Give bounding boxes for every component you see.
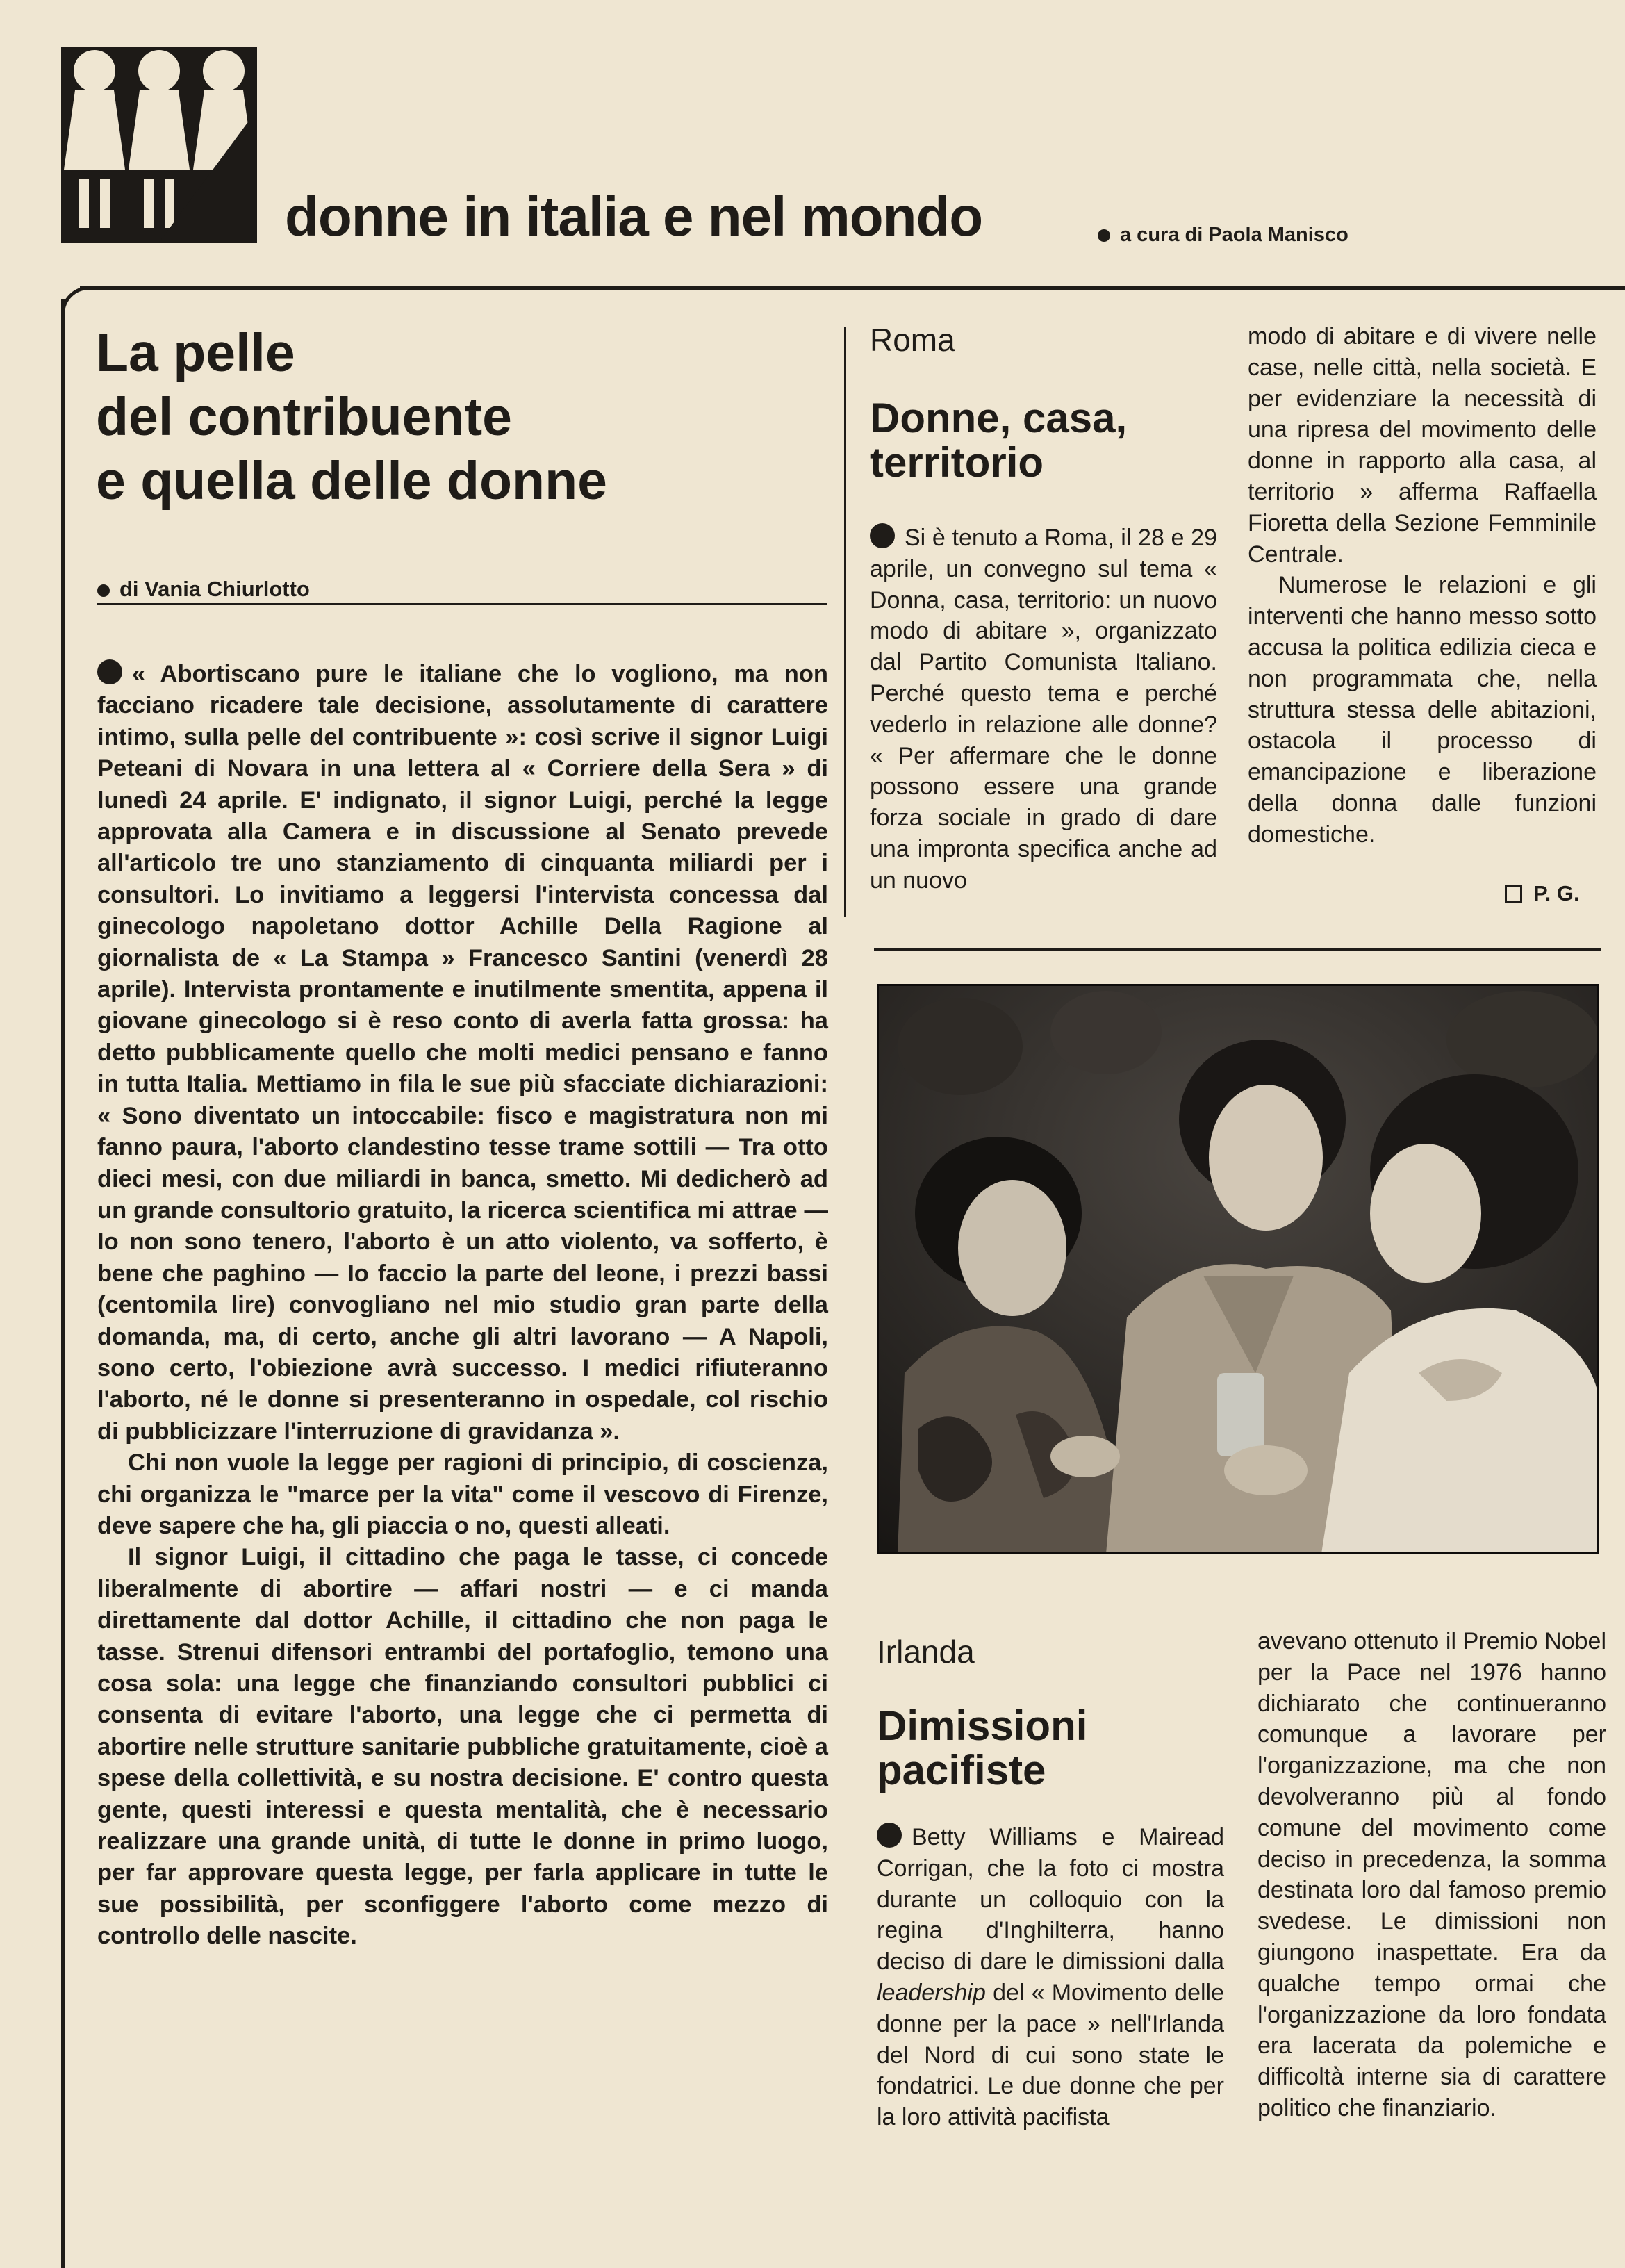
header-rule: [80, 286, 1625, 290]
irlanda-column-1: [877, 1822, 1224, 2133]
article-paragraph: [870, 523, 1217, 896]
section-logo: [61, 47, 257, 243]
byline: [97, 577, 310, 602]
signature-text: P. G.: [1533, 881, 1580, 905]
curator-text: a cura di Paola Manisco: [1120, 224, 1348, 246]
headline-line: Donne, casa,: [870, 395, 1128, 441]
article-paragraph: modo di abitare e di vivere nelle case, nelle città, nella società. E per evidenziare la necessità di una ripresa del movimento delle donne in rapporto alla casa, al territorio » afferma Raffaella Fioretta della Sezione Femminile Centrale.: [1248, 323, 1597, 568]
article-paragraph: [877, 1822, 1224, 2133]
irlanda-headline: [877, 1704, 1224, 1793]
article-paragraph: Il signor Luigi, il cittadino che paga le tasse, ci concede liberalmente di abortire — affari nostri — e ci manda direttamente dal dottor Achille, il cittadino che non paga le tasse. Strenui difensori entrambi del portafoglio, temono una cosa sola: una legge che finanziando consultori pubblici ci consenta di evitare l'aborto, una legge che ci permetta di abortire nelle strutture sanitarie pubbliche gratuitamente, cioè a spese della collettività, e su nostra decisione. E' contro questa gente, questi interessi e questa mentalità, che è necessario realizzare una grande unità, di tutte le donne in primo luogo, per far approvare questa legge, per farla applicare in tutte le sue possibilità, per sconfiggere l'aborto come mezzo di controllo delle nascite.: [97, 1544, 828, 1950]
paragraph-text: Betty Williams e Mairead Corrigan, che la foto ci mostra durante un colloquio con la regina d'Inghilterra, hanno deciso di dare le dimissioni dalla: [877, 1824, 1224, 1975]
women-silhouettes-icon: [61, 47, 257, 243]
article-paragraph: Chi non vuole la legge per ragioni di principio, di coscienza, chi organizza le "marce per la vita" come il vescovo di Firenze, deve sapere che ha, gli piaccia o no, questi alleati.: [97, 1449, 828, 1539]
paragraph-text: Si è tenuto a Roma, il 28 e 29 aprile, un convegno sul tema « Donna, casa, territorio: un nuovo modo di abitare », organizzato dal Partito Comunista Italiano. Perché questo tema e perché vederlo in relazione alle donne? « Per affermare che le donne possono essere una grande forza sociale in grado di dare una impronta specifica anche ad un nuovo: [870, 525, 1217, 894]
curator-credit: [1098, 224, 1348, 247]
bullet-icon: [1098, 229, 1110, 242]
article-paragraph: Numerose le relazioni e gli interventi che hanno messo sotto accusa la politica edilizia cieca e non programmata che, nella struttura stessa delle abitazioni, ostacola il processo di emancipazione e liberazione della donna dalle funzioni domestiche.: [1248, 572, 1597, 848]
left-frame-rule: [61, 299, 65, 2268]
headline-line: territorio: [870, 439, 1044, 486]
headline-line: La pelle: [96, 323, 295, 383]
photo-three-women: [877, 984, 1599, 1554]
column-divider: [844, 327, 846, 917]
paragraph-text: del « Movimento delle donne per la pace » nell'Irlanda del Nord di cui sono state le fondatrici. Le due donne che per la loro attività pacifista: [877, 1979, 1224, 2131]
roma-column-2: [1248, 321, 1597, 850]
bullet-icon: [97, 659, 122, 684]
headline-line: pacifiste: [877, 1747, 1046, 1793]
headline-line: e quella delle donne: [96, 451, 607, 511]
roma-location-label: Roma: [870, 322, 955, 358]
roma-headline: [870, 396, 1217, 485]
paragraph-text: « Abortiscano pure le italiane che lo vogliono, ma non facciano ricadere tale decisione, assolutamente di carattere intimo, sulla pelle del contribuente »: così scrive il signor Luigi Peteani di Novara in una lettera al « Corriere della Sera » di lunedì 24 aprile. E' indignato, il signor Luigi, perché la legge approvata alla Camera e in discussione al Senato prevede all'articolo tre uno stanziamento di cinquanta miliardi per i consultori. Lo invitiamo a leggersi l'intervista concessa dal ginecologo napoletano dottor Achille Della Ragione al giornalista de « La Stampa » Francesco Santini (venerdì 28 aprile). Intervista prontamente e inutilmente smentita, appena il giovane ginecologo si è reso conto di averla fatta grossa: ha detto pubblicamente quello che molti medici pensano e fanno in tutta Italia. Mettiamo in fila le sue più sfacciate dichiarazioni: « Sono diventato un intoccabile: fisco e magistratura non mi fanno paura, l'aborto clandestino tesse trame sottili — Tra otto dieci mesi, con due miliardi in banca, smetto. Mi dedicherò ad un grande consultorio gratuito, la ricerca scientifica mi attrae — Io non sono tenero, l'aborto è un atto violento, va sofferto, è bene che paghino — Io faccio la parte del leone, i prezzi bassi (centomila lire) convogliano nel mio studio gran parte della domanda, ma, di certo, anche gli altri lavorano — A Napoli, sono certo, l'obiezione avrà successo. I medici rifiuteranno l'aborto, né le donne si presenteranno in ospedale, col rischio di pubblicizzare l'interruzione di gravidanza ».: [97, 661, 828, 1445]
article-paragraph: avevano ottenuto il Premio Nobel per la Pace nel 1976 hanno dichiarato che continueranno comunque a lavorare per l'organizzazione, ma che non devolveranno più al fondo comune del movimento come deciso in precedenza, la somma destinata loro dal famoso premio svedese. Le dimissioni non giungono inaspettate. Era da qualche tempo ormai che l'organizzazione da loro fondata era lacerata da polemiche e difficoltà interne sia di carattere politico che finanziario.: [1257, 1628, 1606, 2121]
article-paragraph: [97, 659, 828, 1447]
main-article-headline: [96, 321, 825, 513]
irlanda-location-label: Irlanda: [877, 1634, 975, 1670]
roma-column-1: [870, 523, 1217, 896]
headline-line: del contribuente: [96, 387, 512, 447]
photo-image: [877, 984, 1599, 1554]
bullet-icon: [877, 1823, 902, 1848]
roma-signature: [1505, 881, 1580, 906]
byline-rule: [97, 603, 827, 605]
irlanda-column-2: [1257, 1626, 1606, 2124]
byline-text: di Vania Chiurlotto: [119, 577, 310, 601]
square-icon: [1505, 885, 1522, 903]
headline-line: Dimissioni: [877, 1702, 1088, 1749]
main-article-body: [97, 659, 828, 1953]
section-rule: [874, 948, 1601, 951]
bullet-icon: [870, 523, 895, 548]
section-title: donne in italia e nel mondo: [285, 186, 983, 247]
emphasis-text: leadership: [877, 1979, 986, 2006]
bullet-icon: [97, 584, 110, 597]
